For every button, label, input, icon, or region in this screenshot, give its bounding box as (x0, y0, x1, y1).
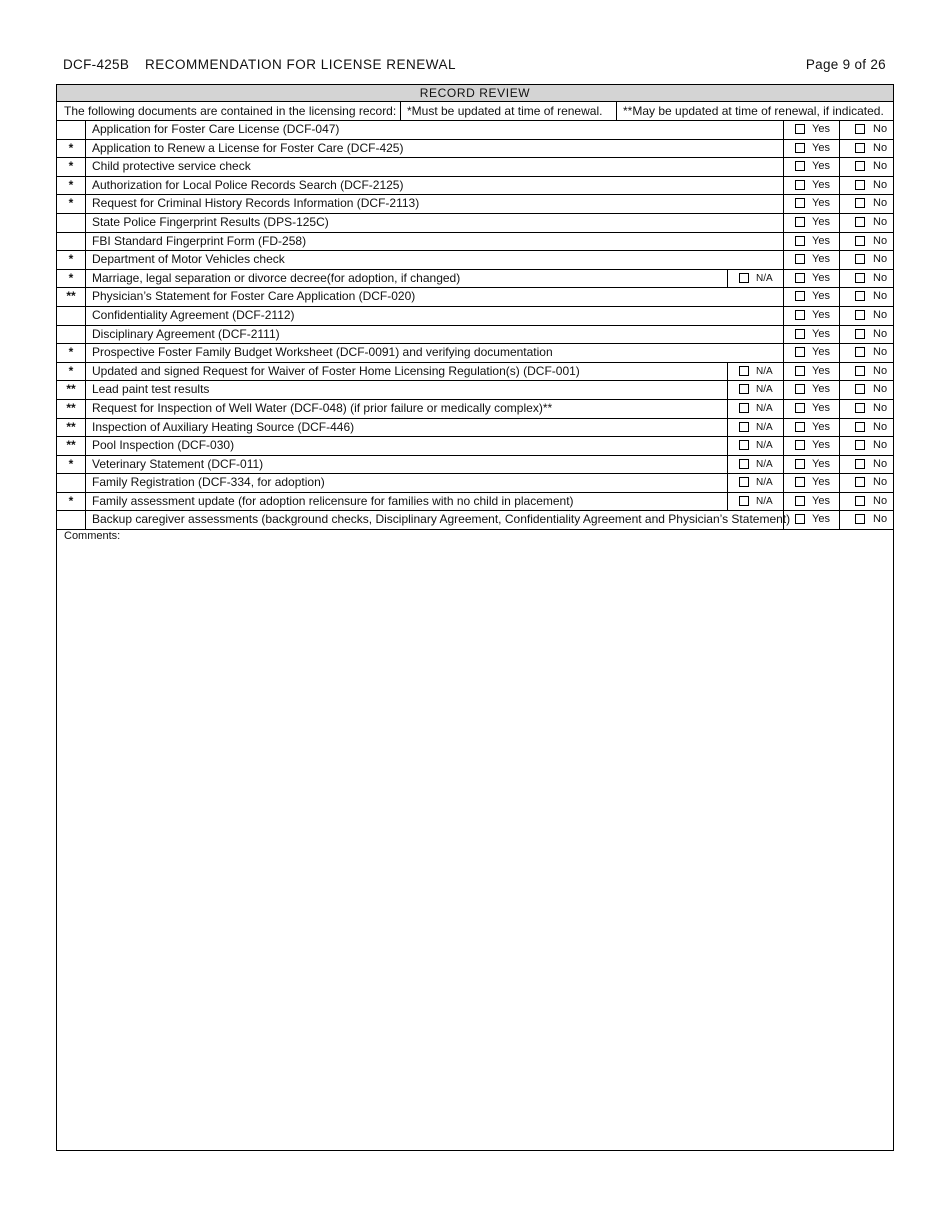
yes-cell (783, 381, 840, 399)
yes-checkbox[interactable] (795, 440, 805, 450)
no-cell (839, 363, 894, 381)
na-label: N/A (756, 495, 773, 507)
requirement-mark: ** (57, 381, 86, 399)
yes-cell (783, 511, 840, 529)
yes-checkbox[interactable] (795, 403, 805, 413)
no-cell (839, 456, 894, 474)
document-label: FBI Standard Fingerprint Form (FD-258) (92, 233, 307, 248)
requirement-mark: ** (57, 437, 86, 455)
no-cell (839, 214, 894, 232)
yes-checkbox[interactable] (795, 422, 805, 432)
na-checkbox[interactable] (739, 273, 749, 283)
yes-checkbox[interactable] (795, 384, 805, 394)
no-cell (839, 233, 894, 251)
legend-may: **May be updated at time of renewal, if indicated. (623, 104, 884, 118)
requirement-mark: * (57, 177, 86, 195)
na-label: N/A (756, 440, 773, 452)
no-checkbox[interactable] (855, 310, 865, 320)
no-checkbox[interactable] (855, 291, 865, 301)
yes-cell (783, 121, 840, 139)
yes-cell (783, 474, 840, 492)
na-checkbox[interactable] (739, 459, 749, 469)
document-label: Application to Renew a License for Foster Care (DCF-425) (92, 140, 404, 155)
no-cell (839, 158, 894, 176)
document-label: Physician’s Statement for Foster Care Application (DCF-020) (92, 289, 416, 304)
no-checkbox[interactable] (855, 477, 865, 487)
yes-cell (783, 233, 840, 251)
yes-label: Yes (812, 439, 830, 452)
requirement-mark: ** (57, 419, 86, 437)
no-label: No (873, 234, 888, 247)
yes-cell (783, 493, 840, 511)
no-checkbox[interactable] (855, 403, 865, 413)
no-checkbox[interactable] (855, 347, 865, 357)
yes-cell (783, 140, 840, 158)
na-cell (727, 363, 784, 381)
yes-checkbox[interactable] (795, 477, 805, 487)
no-cell (839, 474, 894, 492)
yes-checkbox[interactable] (795, 347, 805, 357)
no-checkbox[interactable] (855, 217, 865, 227)
yes-cell (783, 419, 840, 437)
na-cell (727, 493, 784, 511)
no-checkbox[interactable] (855, 384, 865, 394)
document-label: Request for Criminal History Records Information (DCF-2113) (92, 196, 420, 211)
no-label: No (873, 439, 888, 452)
yes-checkbox[interactable] (795, 514, 805, 524)
record-review-title: RECORD REVIEW (57, 85, 893, 102)
yes-checkbox[interactable] (795, 198, 805, 208)
no-cell (839, 400, 894, 418)
na-checkbox[interactable] (739, 384, 749, 394)
table-row (57, 437, 893, 456)
no-label: No (873, 401, 888, 414)
document-label: Veterinary Statement (DCF-011) (92, 456, 264, 471)
yes-label: Yes (812, 308, 830, 321)
yes-checkbox[interactable] (795, 366, 805, 376)
no-label: No (873, 457, 888, 470)
table-row (57, 344, 893, 363)
document-label: Prospective Foster Family Budget Worksheet (DCF-0091) and verifying documentation (92, 345, 553, 360)
table-row (57, 474, 893, 493)
yes-cell (783, 307, 840, 325)
no-checkbox[interactable] (855, 496, 865, 506)
table-row (57, 140, 893, 159)
yes-checkbox[interactable] (795, 254, 805, 264)
yes-cell (783, 270, 840, 288)
yes-checkbox[interactable] (795, 217, 805, 227)
table-row (57, 511, 893, 530)
no-checkbox[interactable] (855, 254, 865, 264)
requirement-mark: * (57, 251, 86, 269)
no-checkbox[interactable] (855, 329, 865, 339)
document-label: Disciplinary Agreement (DCF-2111) (92, 326, 280, 341)
yes-label: Yes (812, 457, 830, 470)
document-checklist (57, 121, 893, 530)
no-label: No (873, 476, 888, 489)
no-checkbox[interactable] (855, 459, 865, 469)
no-checkbox[interactable] (855, 124, 865, 134)
document-label: Application for Foster Care License (DCF-047) (92, 122, 340, 136)
intro-text: The following documents are contained in the licensing record: (64, 104, 397, 118)
document-label: Marriage, legal separation or divorce decree(for adoption, if changed) (92, 270, 461, 285)
table-row (57, 270, 893, 289)
yes-label: Yes (812, 346, 830, 359)
yes-label: Yes (812, 197, 830, 210)
yes-label: Yes (812, 494, 830, 507)
no-cell (839, 288, 894, 306)
requirement-mark (57, 474, 86, 492)
na-label: N/A (756, 477, 773, 489)
requirement-mark: ** (57, 288, 86, 306)
table-row (57, 456, 893, 475)
yes-checkbox[interactable] (795, 143, 805, 153)
yes-cell (783, 251, 840, 269)
no-label: No (873, 383, 888, 396)
requirement-mark: * (57, 158, 86, 176)
document-label: Updated and signed Request for Waiver of Foster Home Licensing Regulation(s) (DCF-001) (92, 363, 580, 378)
no-cell (839, 493, 894, 511)
no-cell (839, 419, 894, 437)
table-row (57, 121, 893, 140)
no-label: No (873, 178, 888, 191)
na-cell (727, 437, 784, 455)
no-cell (839, 511, 894, 529)
na-label: N/A (756, 402, 773, 414)
yes-checkbox[interactable] (795, 310, 805, 320)
no-label: No (873, 308, 888, 321)
yes-label: Yes (812, 178, 830, 191)
yes-label: Yes (812, 271, 830, 284)
yes-cell (783, 437, 840, 455)
na-cell (727, 270, 784, 288)
yes-label: Yes (812, 123, 830, 135)
requirement-mark: * (57, 363, 86, 381)
requirement-mark: * (57, 493, 86, 511)
na-checkbox[interactable] (739, 496, 749, 506)
yes-checkbox[interactable] (795, 180, 805, 190)
na-cell (727, 400, 784, 418)
no-checkbox[interactable] (855, 366, 865, 376)
yes-label: Yes (812, 513, 830, 526)
requirement-mark (57, 233, 86, 251)
record-review-form (56, 84, 894, 1151)
no-cell (839, 140, 894, 158)
no-label: No (873, 513, 888, 526)
no-cell (839, 121, 894, 139)
no-label: No (873, 420, 888, 433)
no-label: No (873, 290, 888, 303)
no-cell (839, 381, 894, 399)
no-cell (839, 177, 894, 195)
requirement-mark: * (57, 140, 86, 158)
na-label: N/A (756, 458, 773, 470)
requirement-mark: * (57, 270, 86, 288)
form-title: RECOMMENDATION FOR LICENSE RENEWAL (145, 57, 457, 72)
no-cell (839, 195, 894, 213)
yes-label: Yes (812, 401, 830, 414)
na-label: N/A (756, 421, 773, 433)
table-row (57, 177, 893, 196)
requirement-mark: * (57, 195, 86, 213)
yes-checkbox[interactable] (795, 329, 805, 339)
requirement-mark: ** (57, 400, 86, 418)
document-label: Confidentiality Agreement (DCF-2112) (92, 307, 295, 322)
yes-label: Yes (812, 160, 830, 173)
na-checkbox[interactable] (739, 440, 749, 450)
no-cell (839, 251, 894, 269)
yes-cell (783, 326, 840, 344)
yes-cell (783, 344, 840, 362)
no-label: No (873, 364, 888, 377)
table-row (57, 363, 893, 382)
legend-must: *Must be updated at time of renewal. (407, 104, 603, 118)
yes-checkbox[interactable] (795, 161, 805, 171)
yes-label: Yes (812, 234, 830, 247)
yes-label: Yes (812, 476, 830, 489)
no-checkbox[interactable] (855, 198, 865, 208)
document-label: Request for Inspection of Well Water (DCF-048) (if prior failure or medically complex)** (92, 400, 553, 415)
yes-label: Yes (812, 141, 830, 154)
no-cell (839, 344, 894, 362)
table-row (57, 326, 893, 345)
yes-label: Yes (812, 383, 830, 396)
yes-cell (783, 400, 840, 418)
na-cell (727, 456, 784, 474)
no-checkbox[interactable] (855, 514, 865, 524)
no-label: No (873, 197, 888, 210)
document-label: Lead paint test results (92, 382, 210, 397)
yes-cell (783, 363, 840, 381)
na-checkbox[interactable] (739, 422, 749, 432)
na-cell (727, 381, 784, 399)
table-row (57, 214, 893, 233)
table-row (57, 400, 893, 419)
document-label: Department of Motor Vehicles check (92, 252, 285, 267)
requirement-mark: * (57, 456, 86, 474)
table-row (57, 195, 893, 214)
yes-cell (783, 177, 840, 195)
document-label: Family Registration (DCF-334, for adoption) (92, 475, 325, 490)
yes-cell (783, 158, 840, 176)
yes-cell (783, 214, 840, 232)
yes-label: Yes (812, 215, 830, 228)
requirement-mark (57, 511, 86, 529)
page-header (63, 57, 886, 75)
no-label: No (873, 123, 888, 135)
requirement-mark: * (57, 344, 86, 362)
yes-checkbox[interactable] (795, 291, 805, 301)
requirement-mark (57, 307, 86, 325)
yes-label: Yes (812, 364, 830, 377)
no-label: No (873, 215, 888, 228)
yes-label: Yes (812, 290, 830, 303)
no-checkbox[interactable] (855, 273, 865, 283)
no-label: No (873, 494, 888, 507)
record-review-intro (57, 102, 893, 121)
document-label: Child protective service check (92, 159, 251, 174)
no-checkbox[interactable] (855, 440, 865, 450)
no-checkbox[interactable] (855, 422, 865, 432)
no-cell (839, 326, 894, 344)
document-label: Family assessment update (for adoption relicensure for families with no child in placement) (92, 493, 574, 508)
table-row (57, 158, 893, 177)
yes-checkbox[interactable] (795, 459, 805, 469)
table-row (57, 419, 893, 438)
na-label: N/A (756, 365, 773, 377)
na-cell (727, 419, 784, 437)
yes-checkbox[interactable] (795, 273, 805, 283)
yes-checkbox[interactable] (795, 236, 805, 246)
no-checkbox[interactable] (855, 236, 865, 246)
no-label: No (873, 327, 888, 340)
yes-label: Yes (812, 420, 830, 433)
document-label: Inspection of Auxiliary Heating Source (DCF-446) (92, 419, 355, 434)
no-cell (839, 437, 894, 455)
table-row (57, 251, 893, 270)
page-number: Page 9 of 26 (805, 57, 886, 72)
yes-cell (783, 288, 840, 306)
document-label: Pool Inspection (DCF-030) (92, 438, 235, 453)
na-label: N/A (756, 272, 773, 284)
yes-label: Yes (812, 327, 830, 340)
yes-cell (783, 456, 840, 474)
table-row (57, 288, 893, 307)
no-cell (839, 270, 894, 288)
requirement-mark (57, 121, 86, 139)
no-label: No (873, 346, 888, 359)
yes-cell (783, 195, 840, 213)
no-cell (839, 307, 894, 325)
na-cell (727, 474, 784, 492)
no-checkbox[interactable] (855, 161, 865, 171)
form-code: DCF-425B (63, 57, 130, 72)
yes-checkbox[interactable] (795, 124, 805, 134)
table-row (57, 307, 893, 326)
no-checkbox[interactable] (855, 143, 865, 153)
na-checkbox[interactable] (739, 403, 749, 413)
table-row (57, 381, 893, 400)
no-checkbox[interactable] (855, 180, 865, 190)
document-label: Authorization for Local Police Records Search (DCF-2125) (92, 177, 404, 192)
na-checkbox[interactable] (739, 366, 749, 376)
yes-label: Yes (812, 253, 830, 266)
no-label: No (873, 253, 888, 266)
table-row (57, 493, 893, 512)
na-label: N/A (756, 384, 773, 396)
no-label: No (873, 141, 888, 154)
table-row (57, 233, 893, 252)
requirement-mark (57, 326, 86, 344)
no-label: No (873, 271, 888, 284)
document-label: State Police Fingerprint Results (DPS-125C) (92, 214, 329, 229)
document-label: Backup caregiver assessments (background checks, Disciplinary Agreement, Confidentiality Agreement and Physician’s Statement) (92, 512, 791, 527)
comments-label: Comments: (64, 530, 121, 542)
no-label: No (873, 160, 888, 173)
requirement-mark (57, 214, 86, 232)
na-checkbox[interactable] (739, 477, 749, 487)
yes-checkbox[interactable] (795, 496, 805, 506)
